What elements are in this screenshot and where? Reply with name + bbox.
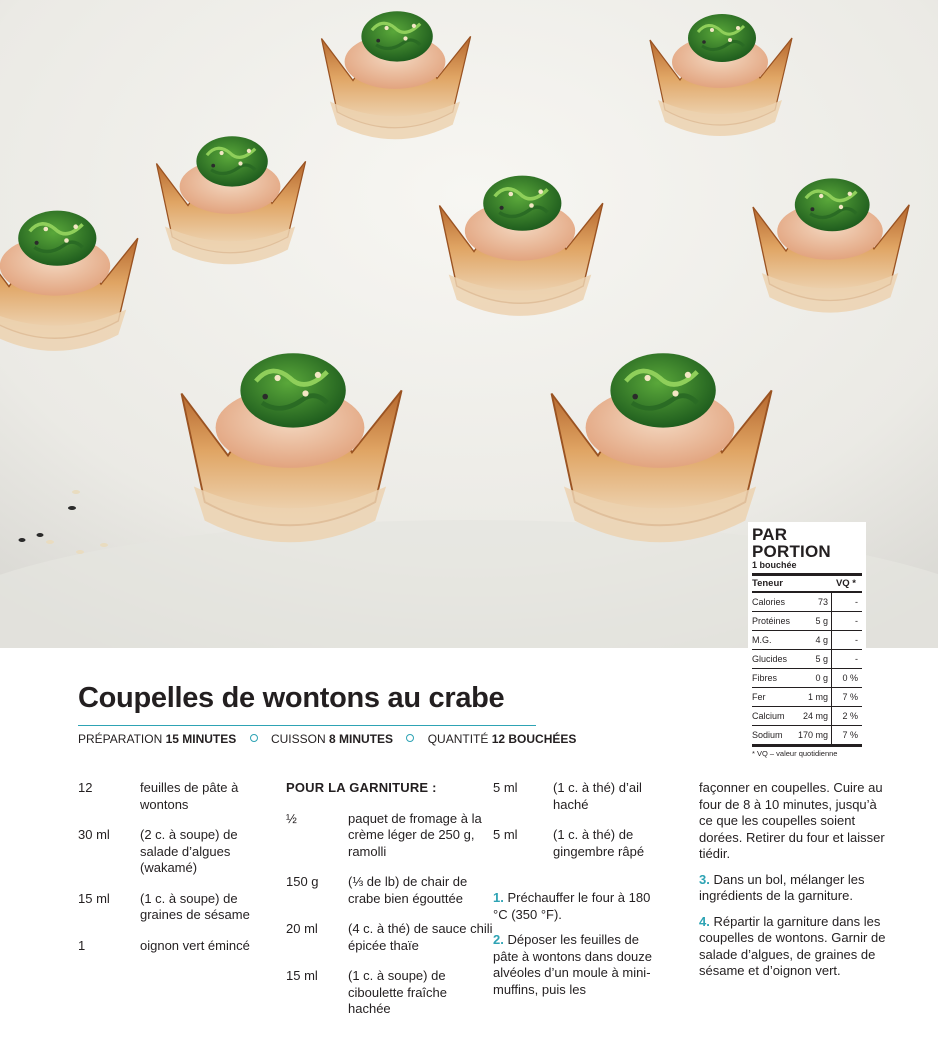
nutrition-row xyxy=(752,631,862,650)
title-divider xyxy=(78,725,536,726)
cook-value: 8 MINUTES xyxy=(328,732,393,746)
nutrition-value: 0 g xyxy=(794,669,831,688)
recipe-meta xyxy=(78,732,576,746)
ingredient-description: feuilles de pâte à wontons xyxy=(140,780,239,812)
ingredient-description: paquet de fromage à la crème léger de 250 g, ramolli xyxy=(348,810,482,859)
instruction-step xyxy=(493,890,663,923)
nutrition-row xyxy=(752,726,862,745)
ingredient-quantity: 5 ml xyxy=(493,780,518,795)
recipe-title: Coupelles de wontons au crabe xyxy=(78,682,505,714)
ingredient-quantity: 5 ml xyxy=(493,827,518,842)
step-text: Dans un bol, mélanger les ingrédients de la garniture. xyxy=(699,871,865,903)
nutrition-value: 24 mg xyxy=(794,707,831,726)
step-text: Déposer les feuilles de pâte à wontons dans douze alvéoles d’un moule à mini-muffins, puis les xyxy=(493,932,653,997)
nutrition-serving: 1 bouchée xyxy=(752,560,862,576)
nutrition-value: 4 g xyxy=(794,631,831,650)
nutrition-name: Fibres xyxy=(752,669,794,688)
ingredient-row xyxy=(78,827,268,877)
ingredient-description: oignon vert émincé xyxy=(140,937,250,953)
nutrition-row xyxy=(752,650,862,669)
separator-dot-icon xyxy=(250,734,258,742)
nutrition-row xyxy=(752,688,862,707)
nutrition-name: M.G. xyxy=(752,631,794,650)
nutrition-dv: 7 % xyxy=(832,726,863,745)
separator-dot-icon xyxy=(406,734,414,742)
ingredient-row xyxy=(286,811,491,861)
nutrition-dv: - xyxy=(832,631,863,650)
nutrition-dv: 0 % xyxy=(832,669,863,688)
ingredient-description: (2 c. à soupe) de salade d’algues (wakamé) xyxy=(140,827,238,875)
step-number: 1. xyxy=(493,890,504,905)
ingredient-row xyxy=(78,891,268,924)
nutrition-name: Protéines xyxy=(752,612,794,631)
ingredient-row xyxy=(286,874,491,907)
ingredient-description: (1 c. à thé) d’ail haché xyxy=(553,780,642,812)
nutrition-dv: - xyxy=(832,612,863,631)
garnish-column xyxy=(286,780,491,1032)
ingredient-quantity: 12 xyxy=(78,780,93,795)
nutrition-value: 170 mg xyxy=(794,726,831,745)
step-text: Répartir la garniture dans les coupelles de wontons. Garnir de salade d’algues, de graines de sésame et d’oignon vert. xyxy=(699,913,886,978)
step-number: 4. xyxy=(699,913,710,929)
nutrition-row xyxy=(752,707,862,726)
nutrition-name: Sodium xyxy=(752,726,794,745)
nutrition-row xyxy=(752,592,862,612)
nutrition-table xyxy=(752,576,862,745)
ingredient-row xyxy=(78,938,268,955)
ingredient-row xyxy=(286,968,491,1018)
ingredient-description: (1 c. à soupe) de ciboulette fraîche hachée xyxy=(348,968,448,1016)
prep-value: 15 MINUTES xyxy=(165,732,237,746)
nutrition-name: Calories xyxy=(752,592,794,612)
ingredient-row xyxy=(286,921,491,954)
nutrition-panel xyxy=(748,522,866,764)
garnish-heading: POUR LA GARNITURE : xyxy=(286,780,437,795)
ingredient-quantity: ½ xyxy=(286,810,297,826)
ingredient-description: (⅓ de lb) de chair de crabe bien égouttée xyxy=(348,874,468,906)
nutrition-col-dv: VQ * xyxy=(832,576,863,592)
ingredient-row xyxy=(78,780,268,813)
step-number: 3. xyxy=(699,871,710,887)
ingredient-row xyxy=(493,780,663,813)
nutrition-col-nutrient: Teneur xyxy=(752,576,794,592)
nutrition-dv: - xyxy=(832,592,863,612)
ingredient-row xyxy=(493,827,663,860)
nutrition-dv: 2 % xyxy=(832,707,863,726)
nutrition-value: 73 xyxy=(794,592,831,612)
ingredient-description: (4 c. à thé) de sauce chili épicée thaïe xyxy=(348,921,493,953)
nutrition-dv: 7 % xyxy=(832,688,863,707)
step-text: façonner en coupelles. Cuire au four de 8 à 10 minutes, jusqu’à ce que les coupelles soient dorées. Retirer du four et laisser tiédir. xyxy=(699,780,885,861)
quantity-label: QUANTITÉ xyxy=(427,732,489,746)
prep-label: PRÉPARATION xyxy=(78,732,163,746)
ingredient-quantity: 15 ml xyxy=(286,968,318,983)
nutrition-value: 5 g xyxy=(794,612,831,631)
nutrition-name: Fer xyxy=(752,688,794,707)
steps-column xyxy=(699,780,889,989)
nutrition-name: Calcium xyxy=(752,707,794,726)
instruction-step xyxy=(493,932,663,998)
ingredient-quantity: 30 ml xyxy=(78,827,110,842)
nutrition-value: 1 mg xyxy=(794,688,831,707)
ingredient-quantity: 20 ml xyxy=(286,921,318,936)
ingredient-description: (1 c. à thé) de gingembre râpé xyxy=(553,827,645,859)
nutrition-footnote: * VQ – valeur quotidienne xyxy=(752,745,862,760)
cook-label: CUISSON xyxy=(270,732,326,746)
nutrition-row xyxy=(752,669,862,688)
instruction-step xyxy=(699,780,889,863)
ingredient-description: (1 c. à soupe) de graines de sésame xyxy=(140,890,250,922)
quantity-value: 12 BOUCHÉES xyxy=(491,732,577,746)
nutrition-dv: - xyxy=(832,650,863,669)
instruction-step xyxy=(699,872,889,905)
instruction-step xyxy=(699,914,889,980)
ingredient-quantity: 15 ml xyxy=(78,890,110,906)
step-text: Préchauffer le four à 180 °C (350 °F). xyxy=(493,890,651,922)
ingredient-quantity: 150 g xyxy=(286,874,319,889)
nutrition-title: PAR PORTION xyxy=(752,525,831,561)
nutrition-value: 5 g xyxy=(794,650,831,669)
ingredients-column xyxy=(78,780,268,968)
step-number: 2. xyxy=(493,932,504,947)
nutrition-name: Glucides xyxy=(752,650,794,669)
garnish-column-continued xyxy=(493,780,663,1007)
nutrition-row xyxy=(752,612,862,631)
ingredient-quantity: 1 xyxy=(78,937,86,953)
